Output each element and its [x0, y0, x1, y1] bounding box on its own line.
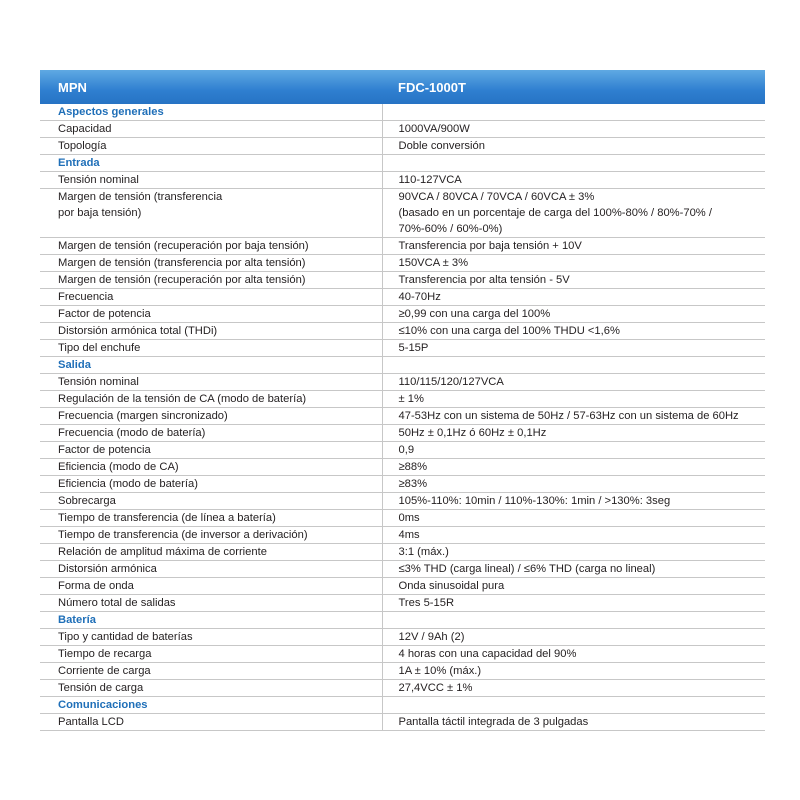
section-header — [40, 697, 765, 714]
table-row — [40, 663, 765, 680]
table-row — [40, 714, 765, 731]
spec-value-line: 12V / 9Ah (2) — [398, 631, 465, 643]
spec-label — [40, 578, 382, 595]
spec-value — [382, 510, 765, 527]
spec-label — [40, 272, 382, 289]
spec-value — [382, 238, 765, 255]
spec-value — [382, 289, 765, 306]
spec-label — [40, 680, 382, 697]
spec-value — [382, 374, 765, 391]
table-row — [40, 510, 765, 527]
spec-value — [382, 561, 765, 578]
section-empty-cell — [382, 612, 765, 629]
spec-label-line: Margen de tensión (recuperación por baja tensión) — [58, 240, 309, 252]
section-title: Batería — [40, 612, 382, 629]
table-row — [40, 408, 765, 425]
table-row — [40, 595, 765, 612]
spec-value — [382, 255, 765, 272]
spec-label-line: Regulación de la tensión de CA (modo de batería) — [58, 393, 307, 405]
section-title: Aspectos generales — [40, 104, 382, 121]
table-row — [40, 680, 765, 697]
spec-label — [40, 646, 382, 663]
spec-value — [382, 425, 765, 442]
spec-label-line: Eficiencia (modo de CA) — [58, 461, 179, 473]
table-row — [40, 442, 765, 459]
spec-label-line: Topología — [58, 140, 107, 152]
section-header — [40, 155, 765, 172]
spec-value — [382, 663, 765, 680]
spec-value-line: 50Hz ± 0,1Hz ó 60Hz ± 0,1Hz — [398, 427, 547, 439]
spec-label-line: Pantalla LCD — [58, 716, 124, 728]
spec-label — [40, 476, 382, 493]
spec-value-line: 4ms — [398, 529, 420, 541]
spec-label-line: Margen de tensión (recuperación por alta tensión) — [58, 274, 306, 286]
spec-value — [382, 138, 765, 155]
spec-label-line: Tensión nominal — [58, 174, 139, 186]
table-row — [40, 238, 765, 255]
spec-label — [40, 189, 382, 238]
section-header — [40, 357, 765, 374]
spec-label — [40, 391, 382, 408]
spec-label — [40, 306, 382, 323]
spec-value — [382, 272, 765, 289]
spec-label — [40, 663, 382, 680]
table-row — [40, 629, 765, 646]
spec-value — [382, 544, 765, 561]
section-empty-cell — [382, 697, 765, 714]
spec-value-line: Pantalla táctil integrada de 3 pulgadas — [398, 716, 589, 728]
table-row — [40, 493, 765, 510]
spec-value-line: ≤3% THD (carga lineal) / ≤6% THD (carga no lineal) — [398, 563, 656, 575]
spec-value — [382, 172, 765, 189]
spec-value-line: ≥83% — [398, 478, 428, 490]
spec-value-line: 40-70Hz — [398, 291, 441, 303]
spec-value-line: 105%-110%: 10min / 110%-130%: 1min / >130%: 3seg — [398, 495, 671, 507]
spec-value-line: 90VCA / 80VCA / 70VCA / 60VCA ± 3% — [398, 191, 595, 203]
spec-value-line: 110/115/120/127VCA — [398, 376, 504, 388]
table-row — [40, 323, 765, 340]
table-row — [40, 425, 765, 442]
table-header — [40, 70, 765, 104]
spec-value — [382, 476, 765, 493]
spec-table — [40, 104, 765, 731]
spec-label-line: Tiempo de recarga — [58, 648, 152, 660]
spec-value — [382, 408, 765, 425]
spec-value — [382, 578, 765, 595]
spec-label — [40, 442, 382, 459]
spec-label-line: Tiempo de transferencia (de línea a batería) — [58, 512, 276, 524]
spec-label-line: Capacidad — [58, 123, 112, 135]
table-row — [40, 561, 765, 578]
spec-value-line: 150VCA ± 3% — [398, 257, 469, 269]
spec-label — [40, 510, 382, 527]
section-header — [40, 104, 765, 121]
spec-label — [40, 629, 382, 646]
table-row — [40, 391, 765, 408]
spec-value-line: Transferencia por baja tensión + 10V — [398, 240, 582, 252]
spec-label — [40, 323, 382, 340]
spec-label-line: Frecuencia (modo de batería) — [58, 427, 206, 439]
table-row — [40, 459, 765, 476]
spec-label — [40, 238, 382, 255]
section-title: Salida — [40, 357, 382, 374]
header-mpn: MPN — [58, 79, 87, 95]
spec-value-line: 5-15P — [398, 342, 429, 354]
spec-label — [40, 527, 382, 544]
spec-value-line: ≥0,99 con una carga del 100% — [398, 308, 551, 320]
spec-value — [382, 323, 765, 340]
spec-value-line: 1A ± 10% (máx.) — [398, 665, 482, 677]
spec-value — [382, 306, 765, 323]
spec-value — [382, 121, 765, 138]
table-row — [40, 306, 765, 323]
spec-table-body — [40, 104, 765, 731]
spec-value — [382, 595, 765, 612]
spec-label — [40, 172, 382, 189]
spec-value — [382, 646, 765, 663]
spec-label-line: Número total de salidas — [58, 597, 176, 609]
spec-value — [382, 680, 765, 697]
spec-label — [40, 340, 382, 357]
spec-label-line: Factor de potencia — [58, 308, 151, 320]
spec-value-line: Doble conversión — [398, 140, 485, 152]
table-row — [40, 255, 765, 272]
spec-label-line: Eficiencia (modo de batería) — [58, 478, 198, 490]
spec-value — [382, 442, 765, 459]
spec-label — [40, 374, 382, 391]
table-row — [40, 527, 765, 544]
spec-value-line: ≥88% — [398, 461, 428, 473]
spec-value-line: 27,4VCC ± 1% — [398, 682, 473, 694]
spec-value — [382, 459, 765, 476]
spec-label — [40, 121, 382, 138]
section-empty-cell — [382, 104, 765, 121]
spec-label-line: Margen de tensión (transferencia — [58, 191, 223, 203]
table-row — [40, 374, 765, 391]
spec-label — [40, 408, 382, 425]
table-row — [40, 172, 765, 189]
spec-value — [382, 391, 765, 408]
spec-label — [40, 289, 382, 306]
spec-label-line: Tipo y cantidad de baterías — [58, 631, 193, 643]
spec-value-line: ± 1% — [398, 393, 424, 405]
spec-value-line: 0,9 — [398, 444, 415, 456]
spec-value-line: Transferencia por alta tensión - 5V — [398, 274, 570, 286]
spec-label — [40, 138, 382, 155]
header-model: FDC-1000T — [398, 79, 466, 95]
section-empty-cell — [382, 155, 765, 172]
spec-label-line: Frecuencia (margen sincronizado) — [58, 410, 228, 422]
spec-value-line: 0ms — [398, 512, 420, 524]
spec-label — [40, 459, 382, 476]
spec-value — [382, 714, 765, 731]
section-header — [40, 612, 765, 629]
spec-value — [382, 189, 765, 238]
table-row — [40, 289, 765, 306]
spec-value-line: Onda sinusoidal pura — [398, 580, 505, 592]
spec-value-line: 3:1 (máx.) — [398, 546, 449, 558]
table-row — [40, 340, 765, 357]
spec-label — [40, 493, 382, 510]
table-row — [40, 544, 765, 561]
spec-label — [40, 714, 382, 731]
section-empty-cell — [382, 357, 765, 374]
spec-value-line: 4 horas con una capacidad del 90% — [398, 648, 577, 660]
spec-value-line: 47-53Hz con un sistema de 50Hz / 57-63Hz con un sistema de 60Hz — [398, 410, 739, 422]
spec-label-line: Tensión de carga — [58, 682, 144, 694]
spec-label-line: Factor de potencia — [58, 444, 151, 456]
table-row — [40, 646, 765, 663]
spec-label-line: Forma de onda — [58, 580, 134, 592]
table-row — [40, 476, 765, 493]
spec-value-line: (basado en un porcentaje de carga del 100%-80% / 80%-70% / — [398, 207, 712, 219]
spec-label — [40, 595, 382, 612]
section-title: Comunicaciones — [40, 697, 382, 714]
spec-label — [40, 255, 382, 272]
spec-sheet — [40, 70, 765, 731]
spec-value-line: ≤10% con una carga del 100% THDU <1,6% — [398, 325, 620, 337]
spec-value — [382, 493, 765, 510]
spec-label-line: Sobrecarga — [58, 495, 116, 507]
spec-label-line: por baja tensión) — [58, 207, 142, 219]
table-row — [40, 189, 765, 238]
spec-label-line: Distorsión armónica total (THDi) — [58, 325, 218, 337]
spec-label-line: Corriente de carga — [58, 665, 151, 677]
spec-value — [382, 527, 765, 544]
table-row — [40, 578, 765, 595]
table-row — [40, 121, 765, 138]
spec-label-line: Margen de tensión (transferencia por alta tensión) — [58, 257, 306, 269]
spec-label-line: Relación de amplitud máxima de corriente — [58, 546, 267, 558]
section-title: Entrada — [40, 155, 382, 172]
spec-label — [40, 561, 382, 578]
spec-value — [382, 629, 765, 646]
spec-value-line: 70%-60% / 60%-0%) — [398, 223, 503, 235]
table-row — [40, 138, 765, 155]
spec-label — [40, 425, 382, 442]
spec-value-line: Tres 5-15R — [398, 597, 455, 609]
spec-label-line: Tiempo de transferencia (de inversor a derivación) — [58, 529, 308, 541]
spec-label — [40, 544, 382, 561]
spec-value-line: 1000VA/900W — [398, 123, 470, 135]
spec-value-line: 110-127VCA — [398, 174, 462, 186]
spec-label-line: Distorsión armónica — [58, 563, 157, 575]
spec-label-line: Tipo del enchufe — [58, 342, 141, 354]
spec-label-line: Tensión nominal — [58, 376, 139, 388]
spec-label-line: Frecuencia — [58, 291, 114, 303]
table-row — [40, 272, 765, 289]
spec-value — [382, 340, 765, 357]
